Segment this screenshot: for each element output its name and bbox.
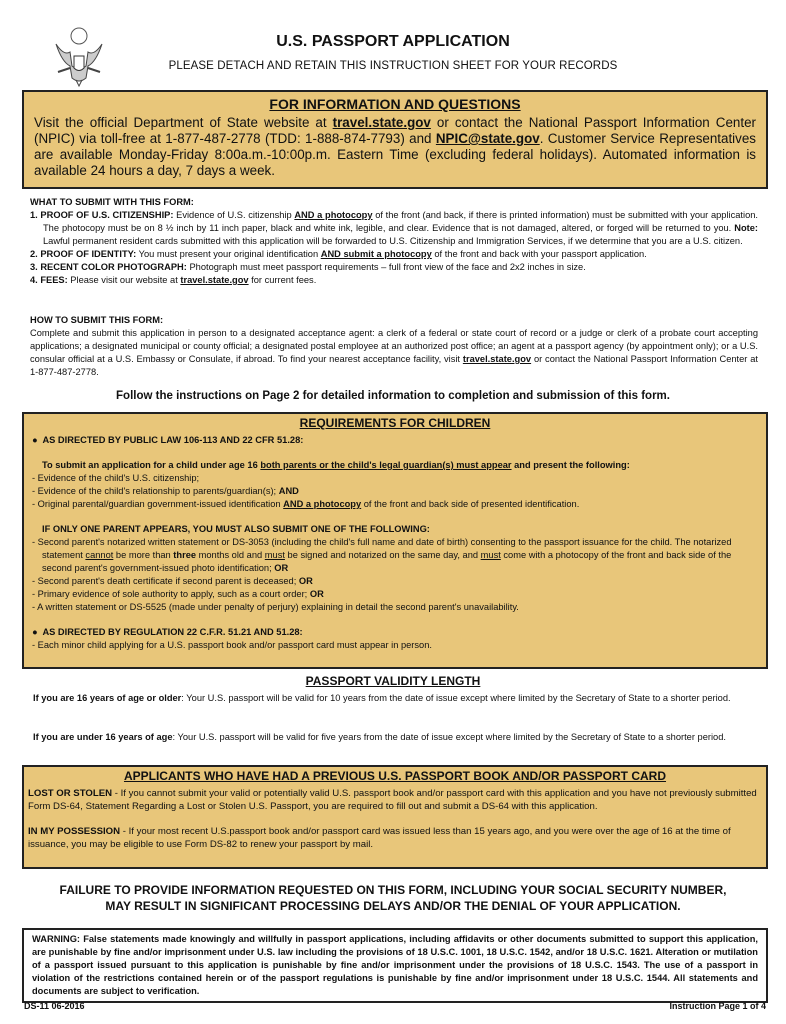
text-segment: - Primary evidence of sole authority to apply, such as a court order; <box>32 589 310 599</box>
info-box <box>22 90 768 189</box>
in-possession-text <box>28 825 762 851</box>
text-segment: OR <box>309 589 324 599</box>
text-segment: three <box>173 550 197 560</box>
one-parent-heading: IF ONLY ONE PARENT APPEARS, YOU MUST ALSO SUBMIT ONE OF THE FOLLOWING: <box>42 524 430 534</box>
what-to-submit-section <box>30 196 758 287</box>
how-to-submit-section <box>30 314 758 379</box>
law1 <box>32 434 758 447</box>
text-segment: AND submit a photocopy <box>320 249 432 259</box>
failure-line: MAY RESULT IN SIGNIFICANT PROCESSING DELAYS AND/OR THE DENIAL OF YOUR APPLICATION. <box>105 899 681 913</box>
children-intro <box>42 459 758 472</box>
law2 <box>32 626 758 639</box>
text-segment: - A written statement or DS-5525 (made under penalty of perjury) explaining in detail the second parent's unavailability. <box>32 602 519 612</box>
text-segment: IN MY POSSESSION <box>28 826 121 837</box>
text-segment: come with a photocopy of the front and back side of the second parent's government-issued photo identification; <box>42 550 732 573</box>
children-heading: REQUIREMENTS FOR CHILDREN <box>299 416 491 430</box>
page-subtitle: PLEASE DETACH AND RETAIN THIS INSTRUCTION SHEET FOR YOUR RECORDS <box>168 60 618 72</box>
what-list <box>30 209 758 287</box>
text-segment: of the front (and back, if there is printed information) must be submitted with your application. The photocopy must be on 8 ½ inch by 11 inch paper, black and white ink, legible, and clear. Evidence that is not damaged, altered, or forged will be returned to you. <box>43 210 758 233</box>
text-segment: OR <box>298 576 313 586</box>
warning-box: WARNING: False statements made knowingly and willfully in passport applications, including affidavits or other documents submitted to support this application, are punishable by fine and/or imprisonment under U.S. law including the provisions of 18 U.S.C. 1001, 18 U.S.C. 1542, and/or 18 U.S.C. 1621. Alteration or mutilation of a passport issued pursuant to this application is punishable by fine and/or imprisonment under the provisions of 18 U.S.C. 1543. The use of a passport in violation of the restrictions contained herein or of the passport regulations is punishable by fine and/or imprisonment under 18 U.S.C. 1544. All statements and documents are subject to verification. <box>22 928 768 1003</box>
text-segment: AND a photocopy <box>294 210 373 220</box>
text-segment: Photograph must meet passport requirements – full front view of the face and 2x2 inches in size. <box>186 262 586 272</box>
list-item <box>30 274 758 287</box>
list-item <box>32 601 758 614</box>
text-segment: Lawful permanent resident cards submitted with this application will be forwarded to U.S. Citizenship and Immigration Services, if we determine that you are a U.S. citizen. <box>43 236 743 246</box>
text-segment: 4. FEES: <box>30 275 68 285</box>
text-segment: of the front and back side of presented identification. <box>361 499 580 509</box>
text-segment: AND a photocopy <box>283 499 362 509</box>
text-segment: If you are 16 years of age or older <box>33 693 182 703</box>
bullet-icon: ● <box>32 627 43 637</box>
text-segment: 3. RECENT COLOR PHOTOGRAPH: <box>30 262 187 272</box>
law1-text: AS DIRECTED BY PUBLIC LAW 106-113 AND 22 CFR 51.28: <box>42 435 304 445</box>
text-segment: or contact the National Passport Information Center at 1-877-487-2778. <box>30 354 758 377</box>
text-segment: be signed and notarized on the same day, and <box>284 550 481 560</box>
list-item <box>32 498 758 511</box>
list-item <box>30 248 758 261</box>
text-segment: - Second parent's death certificate if second parent is deceased; <box>32 576 299 586</box>
bullet-icon: ● <box>32 435 43 445</box>
info-text <box>34 115 756 179</box>
previous-heading: APPLICANTS WHO HAVE HAD A PREVIOUS U.S. PASSPORT BOOK AND/OR PASSPORT CARD <box>123 769 667 783</box>
list-item <box>30 209 758 248</box>
list-item <box>32 536 758 575</box>
page-number: Instruction Page 1 of 4 <box>669 1001 766 1011</box>
children-box <box>22 412 768 669</box>
text-segment: Please visit our website at <box>67 275 181 285</box>
validity-p2 <box>33 731 759 744</box>
text-segment: must <box>264 550 285 560</box>
text-segment: 1. PROOF OF U.S. CITIZENSHIP: <box>30 210 174 220</box>
text-segment: be more than <box>113 550 174 560</box>
how-heading: HOW TO SUBMIT THIS FORM: <box>30 315 164 325</box>
form-id: DS-11 06-2016 <box>24 1001 85 1011</box>
text-segment: - Original parental/guardian government-issued identification <box>32 499 284 509</box>
list-item <box>32 575 758 588</box>
page-title: U.S. PASSPORT APPLICATION <box>276 33 510 50</box>
text-segment: months old and <box>196 550 265 560</box>
list-item <box>32 639 758 652</box>
list-item <box>30 261 758 274</box>
text-segment: - If you cannot submit your valid or potentially valid U.S. passport book and/or passport card with this application and you have not previously submitted Form DS-64, Statement Regarding a Lost or Stolen U.S. Passport, you are required to fill out and submit a DS-64 with this application. <box>28 788 757 812</box>
text-segment: Evidence of U.S. citizenship <box>173 210 295 220</box>
text-segment: both parents or the child's legal guardian(s) must appear <box>260 460 512 470</box>
text-segment: cannot <box>85 550 114 560</box>
text-segment: - Second parent's notarized written statement or DS-3053 (including the child's full name and date of birth) consenting to the passport issuance for the child. The notarized statement <box>32 537 732 560</box>
text-segment: - If your most recent U.S.passport book and/or passport card was issued less than 15 years ago, and you were over the age of 16 at the time of issuance, you may be eligible to use Form DS-82 to renew your passport by mail. <box>28 826 731 850</box>
link[interactable]: travel.state.gov <box>180 275 249 285</box>
failure-line: FAILURE TO PROVIDE INFORMATION REQUESTED ON THIS FORM, INCLUDING YOUR SOCIAL SECURITY NUMBER, <box>59 883 727 897</box>
text-segment: or contact the National Passport Information Center (NPIC) via toll-free at 1-877-487-2778 (TDD: 1-888-874-7793) and <box>34 115 756 146</box>
text-segment: LOST OR STOLEN <box>28 788 113 799</box>
text-segment: 2. PROOF OF IDENTITY: <box>30 249 137 259</box>
text-segment: Note: <box>734 223 758 233</box>
text-segment: for current fees. <box>248 275 317 285</box>
failure-notice <box>0 882 786 914</box>
link[interactable]: NPIC@state.gov <box>435 131 540 146</box>
text-segment: - Evidence of the child's U.S. citizenship; <box>32 473 200 483</box>
validity-heading: PASSPORT VALIDITY LENGTH <box>305 674 481 688</box>
what-heading: WHAT TO SUBMIT WITH THIS FORM: <box>30 197 194 207</box>
text-segment: of the front and back with your passport application. <box>431 249 647 259</box>
follow-instructions: Follow the instructions on Page 2 for detailed information to completion and submission of this form. <box>116 390 670 402</box>
text-segment: : Your U.S. passport will be valid for 10 years from the date of issue except where limited by the Secretary of State to a shorter period. <box>181 693 731 703</box>
list-item <box>32 485 758 498</box>
info-heading: FOR INFORMATION AND QUESTIONS <box>269 96 521 112</box>
text-segment: To submit an application for a child under age 16 <box>42 460 261 470</box>
text-segment: - Each minor child applying for a U.S. passport book and/or passport card must appear in person. <box>32 640 432 650</box>
link[interactable]: travel.state.gov <box>332 115 431 130</box>
previous-passport-box <box>22 765 768 869</box>
text-segment: Visit the official Department of State website at <box>34 115 333 130</box>
list-item <box>32 588 758 601</box>
list-item <box>32 472 758 485</box>
text-segment: AND <box>278 486 299 496</box>
law2-text: AS DIRECTED BY REGULATION 22 C.F.R. 51.21 AND 51.28: <box>42 627 303 637</box>
text-segment: must <box>480 550 501 560</box>
text-segment: - Evidence of the child's relationship to parents/guardian(s); <box>32 486 279 496</box>
link[interactable]: travel.state.gov <box>462 354 532 364</box>
text-segment: OR <box>274 563 289 573</box>
validity-p1 <box>33 692 759 705</box>
text-segment: . Customer Service Representatives are available Monday-Friday 8:00a.m.-10:00p.m. Eastern Time (excluding federal holidays). Automated information is available 24 hours a day, 7 days a week. <box>34 131 756 178</box>
lost-stolen-text <box>28 787 762 813</box>
text-segment: If you are under 16 years of age <box>33 732 173 742</box>
text-segment: : Your U.S. passport will be valid for five years from the date of issue except where limited by the Secretary of State to a shorter period. <box>172 732 726 742</box>
text-segment: You must present your original identification <box>136 249 321 259</box>
how-text <box>30 327 758 379</box>
text-segment: Complete and submit this application in person to a designated acceptance agent: a clerk of a federal or state court of record or a judge or clerk of a probate court accepting applications; a designated municipal or county official; a designated postal employee at an authorized post office; an agent at a passport agency (by appointment only); or a U.S. consular official at a U.S. Embassy or Consulate, if abroad. To find your nearest acceptance facility, visit <box>30 328 758 364</box>
text-segment: and present the following: <box>511 460 630 470</box>
